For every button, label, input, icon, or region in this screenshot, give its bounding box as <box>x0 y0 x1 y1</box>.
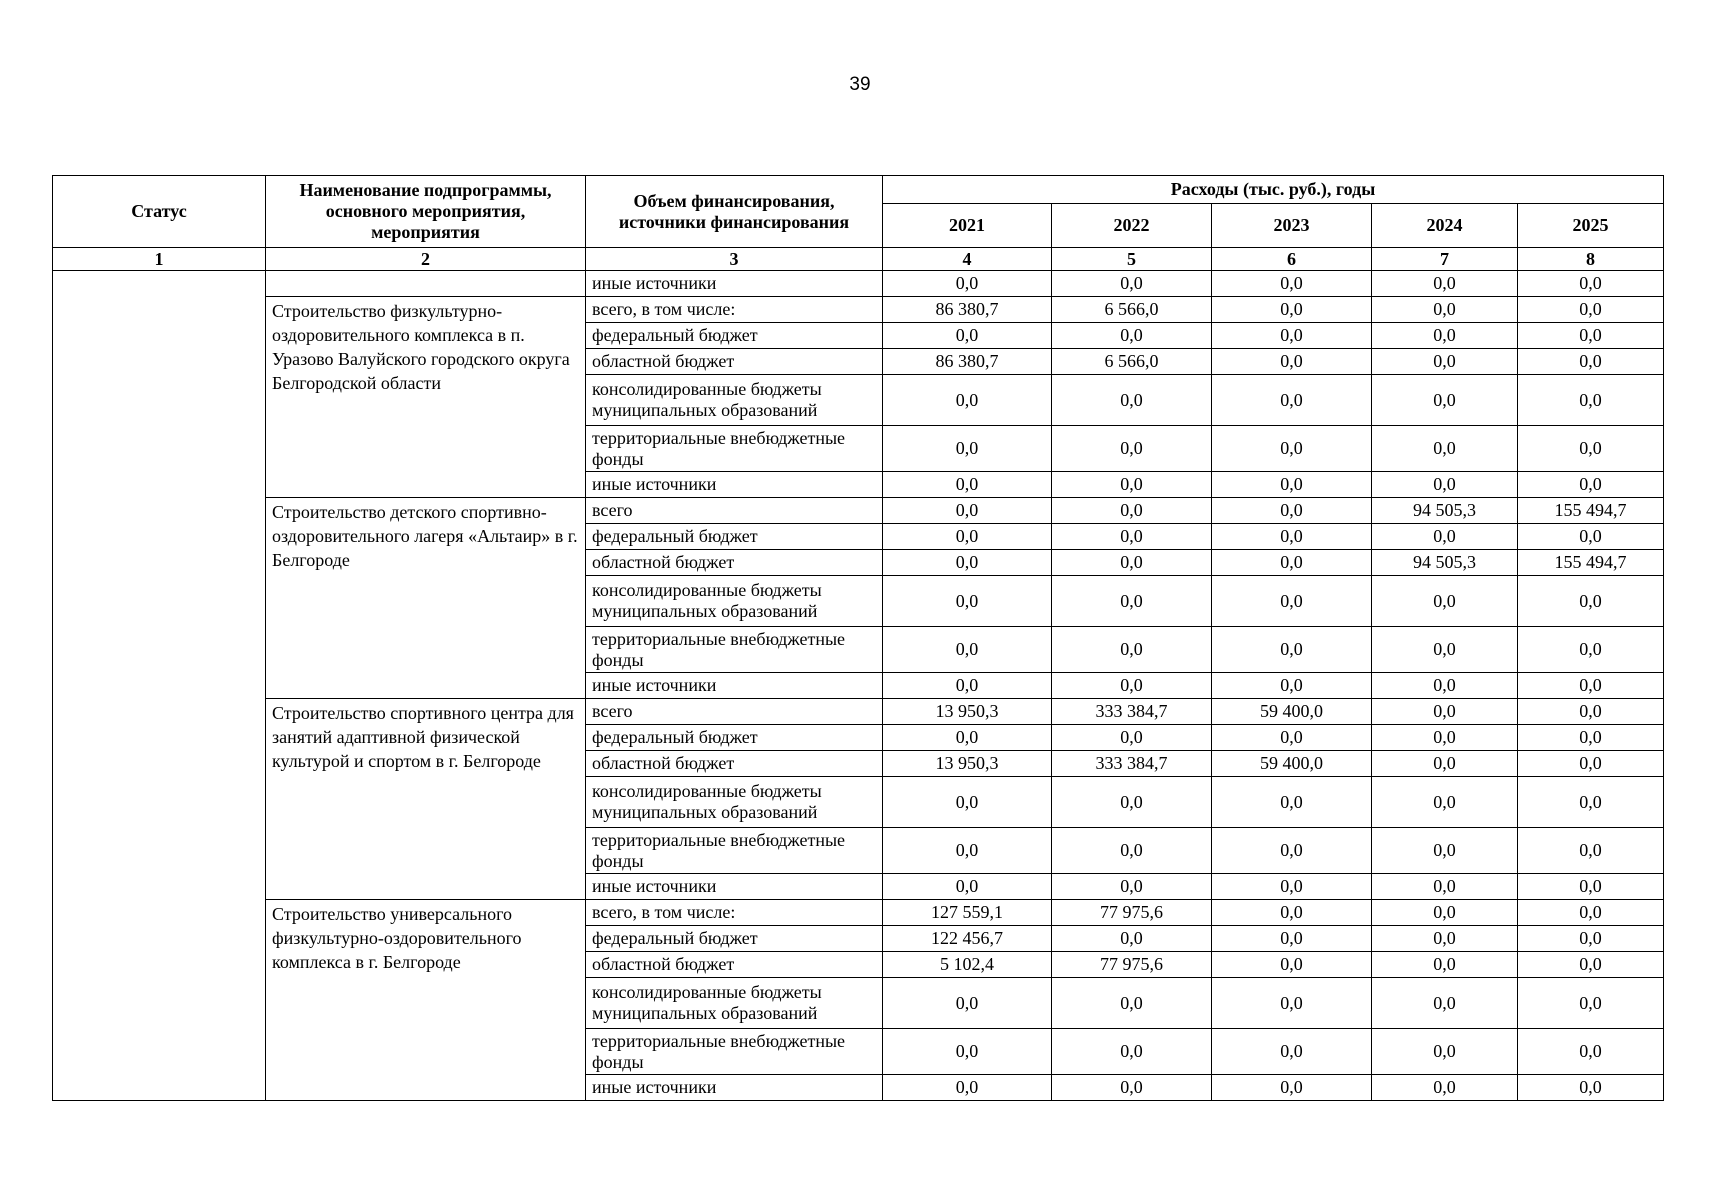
value-cell: 0,0 <box>1052 874 1212 900</box>
header-year: 2021 <box>883 204 1052 248</box>
value-cell: 0,0 <box>1052 978 1212 1029</box>
value-cell: 0,0 <box>1518 900 1664 926</box>
value-cell: 0,0 <box>1518 725 1664 751</box>
header-year: 2024 <box>1372 204 1518 248</box>
source-cell: консолидированные бюджеты муниципальных образований <box>586 777 883 828</box>
value-cell: 0,0 <box>1372 349 1518 375</box>
table-row <box>53 297 1664 323</box>
value-cell: 86 380,7 <box>883 297 1052 323</box>
source-cell: областной бюджет <box>586 952 883 978</box>
header-funding: Объем финансирования, источники финансирования <box>586 176 883 248</box>
source-cell: федеральный бюджет <box>586 524 883 550</box>
value-cell: 0,0 <box>1212 725 1372 751</box>
value-cell: 0,0 <box>1518 349 1664 375</box>
value-cell: 13 950,3 <box>883 751 1052 777</box>
header-status: Статус <box>53 176 266 248</box>
value-cell: 0,0 <box>1518 472 1664 498</box>
value-cell: 0,0 <box>1372 725 1518 751</box>
value-cell: 0,0 <box>1372 699 1518 725</box>
value-cell: 0,0 <box>1052 1075 1212 1101</box>
value-cell: 0,0 <box>1052 926 1212 952</box>
value-cell: 0,0 <box>1212 952 1372 978</box>
activity-name-cell: Строительство универсального физкультурно-оздоровительного комплекса в г. Белгороде <box>266 900 586 1101</box>
value-cell: 0,0 <box>1372 576 1518 627</box>
value-cell: 0,0 <box>1052 498 1212 524</box>
value-cell: 0,0 <box>1212 349 1372 375</box>
value-cell: 0,0 <box>1372 627 1518 673</box>
column-number: 6 <box>1212 248 1372 271</box>
status-cell <box>53 271 266 1101</box>
value-cell: 0,0 <box>1212 375 1372 426</box>
value-cell: 0,0 <box>883 323 1052 349</box>
value-cell: 0,0 <box>1372 1029 1518 1075</box>
value-cell: 0,0 <box>1052 673 1212 699</box>
value-cell: 0,0 <box>883 673 1052 699</box>
column-number: 3 <box>586 248 883 271</box>
value-cell: 86 380,7 <box>883 349 1052 375</box>
table-row <box>53 271 1664 297</box>
header-year: 2022 <box>1052 204 1212 248</box>
value-cell: 0,0 <box>1212 900 1372 926</box>
value-cell: 155 494,7 <box>1518 550 1664 576</box>
value-cell: 0,0 <box>1518 699 1664 725</box>
value-cell: 0,0 <box>1052 828 1212 874</box>
value-cell: 0,0 <box>1372 297 1518 323</box>
value-cell: 0,0 <box>883 472 1052 498</box>
value-cell: 0,0 <box>1052 1029 1212 1075</box>
value-cell: 0,0 <box>1212 426 1372 472</box>
source-cell: федеральный бюджет <box>586 926 883 952</box>
column-number: 5 <box>1052 248 1212 271</box>
table-row <box>53 900 1664 926</box>
source-cell: территориальные внебюджетные фонды <box>586 1029 883 1075</box>
value-cell: 5 102,4 <box>883 952 1052 978</box>
value-cell: 0,0 <box>1518 271 1664 297</box>
value-cell: 0,0 <box>1212 498 1372 524</box>
header-year: 2023 <box>1212 204 1372 248</box>
source-cell: всего, в том числе: <box>586 900 883 926</box>
value-cell: 0,0 <box>1212 978 1372 1029</box>
value-cell: 0,0 <box>883 978 1052 1029</box>
activity-name-cell: Строительство физкультурно-оздоровительного комплекса в п. Уразово Валуйского городского округа Белгородской области <box>266 297 586 498</box>
value-cell: 77 975,6 <box>1052 952 1212 978</box>
page-number: 39 <box>849 74 871 95</box>
value-cell: 0,0 <box>883 1075 1052 1101</box>
value-cell: 0,0 <box>1212 472 1372 498</box>
value-cell: 0,0 <box>1052 777 1212 828</box>
value-cell: 122 456,7 <box>883 926 1052 952</box>
value-cell: 0,0 <box>1052 323 1212 349</box>
value-cell: 6 566,0 <box>1052 349 1212 375</box>
value-cell: 0,0 <box>883 426 1052 472</box>
header-name: Наименование подпрограммы, основного мероприятия, мероприятия <box>266 176 586 248</box>
value-cell: 0,0 <box>883 375 1052 426</box>
value-cell: 0,0 <box>1518 375 1664 426</box>
value-cell: 0,0 <box>1372 323 1518 349</box>
value-cell: 0,0 <box>1212 627 1372 673</box>
source-cell: иные источники <box>586 874 883 900</box>
value-cell: 0,0 <box>1518 673 1664 699</box>
value-cell: 0,0 <box>1518 297 1664 323</box>
value-cell: 0,0 <box>1372 926 1518 952</box>
value-cell: 13 950,3 <box>883 699 1052 725</box>
column-number: 8 <box>1518 248 1664 271</box>
source-cell: территориальные внебюджетные фонды <box>586 426 883 472</box>
value-cell: 0,0 <box>1518 828 1664 874</box>
source-cell: всего <box>586 498 883 524</box>
source-cell: областной бюджет <box>586 349 883 375</box>
value-cell: 0,0 <box>1212 828 1372 874</box>
value-cell: 0,0 <box>883 828 1052 874</box>
source-cell: областной бюджет <box>586 550 883 576</box>
column-number: 1 <box>53 248 266 271</box>
source-cell: консолидированные бюджеты муниципальных образований <box>586 576 883 627</box>
source-cell: всего <box>586 699 883 725</box>
value-cell: 0,0 <box>883 524 1052 550</box>
value-cell: 0,0 <box>883 550 1052 576</box>
column-number: 7 <box>1372 248 1518 271</box>
value-cell: 0,0 <box>1372 524 1518 550</box>
header-year: 2025 <box>1518 204 1664 248</box>
value-cell: 0,0 <box>1372 375 1518 426</box>
table-body <box>53 271 1664 1101</box>
value-cell: 0,0 <box>1212 323 1372 349</box>
source-cell: федеральный бюджет <box>586 725 883 751</box>
value-cell: 0,0 <box>1518 1075 1664 1101</box>
column-number: 2 <box>266 248 586 271</box>
value-cell: 0,0 <box>1372 426 1518 472</box>
value-cell: 0,0 <box>883 498 1052 524</box>
value-cell: 0,0 <box>1372 828 1518 874</box>
value-cell: 0,0 <box>883 777 1052 828</box>
value-cell: 0,0 <box>1052 627 1212 673</box>
value-cell: 0,0 <box>1052 524 1212 550</box>
value-cell: 0,0 <box>883 576 1052 627</box>
value-cell: 0,0 <box>1212 1029 1372 1075</box>
value-cell: 0,0 <box>1052 550 1212 576</box>
value-cell: 0,0 <box>883 874 1052 900</box>
value-cell: 94 505,3 <box>1372 550 1518 576</box>
value-cell: 0,0 <box>1372 777 1518 828</box>
value-cell: 0,0 <box>1212 271 1372 297</box>
source-cell: областной бюджет <box>586 751 883 777</box>
value-cell: 0,0 <box>1372 900 1518 926</box>
table-header <box>53 176 1664 271</box>
value-cell: 0,0 <box>1212 576 1372 627</box>
value-cell: 0,0 <box>1518 777 1664 828</box>
value-cell: 0,0 <box>1518 323 1664 349</box>
value-cell: 0,0 <box>1372 271 1518 297</box>
source-cell: иные источники <box>586 472 883 498</box>
source-cell: консолидированные бюджеты муниципальных образований <box>586 375 883 426</box>
value-cell: 0,0 <box>1212 926 1372 952</box>
source-cell: иные источники <box>586 1075 883 1101</box>
value-cell: 0,0 <box>1518 1029 1664 1075</box>
value-cell: 0,0 <box>1052 725 1212 751</box>
value-cell: 0,0 <box>1212 874 1372 900</box>
source-cell: всего, в том числе: <box>586 297 883 323</box>
value-cell: 0,0 <box>1518 524 1664 550</box>
column-number: 4 <box>883 248 1052 271</box>
source-cell: федеральный бюджет <box>586 323 883 349</box>
value-cell: 0,0 <box>1052 576 1212 627</box>
value-cell: 0,0 <box>1518 751 1664 777</box>
value-cell: 0,0 <box>1212 524 1372 550</box>
value-cell: 0,0 <box>1372 978 1518 1029</box>
value-cell: 59 400,0 <box>1212 699 1372 725</box>
value-cell: 0,0 <box>883 725 1052 751</box>
value-cell: 6 566,0 <box>1052 297 1212 323</box>
value-cell: 0,0 <box>1518 874 1664 900</box>
value-cell: 59 400,0 <box>1212 751 1372 777</box>
header-expenses: Расходы (тыс. руб.), годы <box>883 176 1664 204</box>
value-cell: 0,0 <box>1212 1075 1372 1101</box>
value-cell: 0,0 <box>1518 952 1664 978</box>
value-cell: 0,0 <box>1372 751 1518 777</box>
value-cell: 155 494,7 <box>1518 498 1664 524</box>
value-cell: 0,0 <box>1212 297 1372 323</box>
source-cell: территориальные внебюджетные фонды <box>586 627 883 673</box>
activity-name-cell: Строительство спортивного центра для занятий адаптивной физической культурой и спортом в г. Белгороде <box>266 699 586 900</box>
source-cell: иные источники <box>586 673 883 699</box>
value-cell: 0,0 <box>1372 673 1518 699</box>
value-cell: 77 975,6 <box>1052 900 1212 926</box>
budget-table <box>52 175 1664 1101</box>
value-cell: 0,0 <box>1212 673 1372 699</box>
table-row <box>53 699 1664 725</box>
value-cell: 0,0 <box>1212 777 1372 828</box>
activity-name-cell: Строительство детского спортивно-оздоровительного лагеря «Альтаир» в г. Белгороде <box>266 498 586 699</box>
value-cell: 0,0 <box>883 627 1052 673</box>
source-cell: консолидированные бюджеты муниципальных образований <box>586 978 883 1029</box>
table-row <box>53 498 1664 524</box>
value-cell: 94 505,3 <box>1372 498 1518 524</box>
value-cell: 0,0 <box>1052 472 1212 498</box>
value-cell: 0,0 <box>883 1029 1052 1075</box>
value-cell: 0,0 <box>1518 426 1664 472</box>
value-cell: 0,0 <box>1052 375 1212 426</box>
value-cell: 0,0 <box>1212 550 1372 576</box>
value-cell: 0,0 <box>1052 271 1212 297</box>
value-cell: 333 384,7 <box>1052 751 1212 777</box>
value-cell: 333 384,7 <box>1052 699 1212 725</box>
source-cell: иные источники <box>586 271 883 297</box>
value-cell: 0,0 <box>1518 926 1664 952</box>
value-cell: 127 559,1 <box>883 900 1052 926</box>
value-cell: 0,0 <box>1372 874 1518 900</box>
value-cell: 0,0 <box>1518 576 1664 627</box>
value-cell: 0,0 <box>883 271 1052 297</box>
value-cell: 0,0 <box>1518 627 1664 673</box>
value-cell: 0,0 <box>1372 952 1518 978</box>
value-cell: 0,0 <box>1052 426 1212 472</box>
source-cell: территориальные внебюджетные фонды <box>586 828 883 874</box>
name-cell <box>266 271 586 297</box>
value-cell: 0,0 <box>1518 978 1664 1029</box>
value-cell: 0,0 <box>1372 1075 1518 1101</box>
value-cell: 0,0 <box>1372 472 1518 498</box>
